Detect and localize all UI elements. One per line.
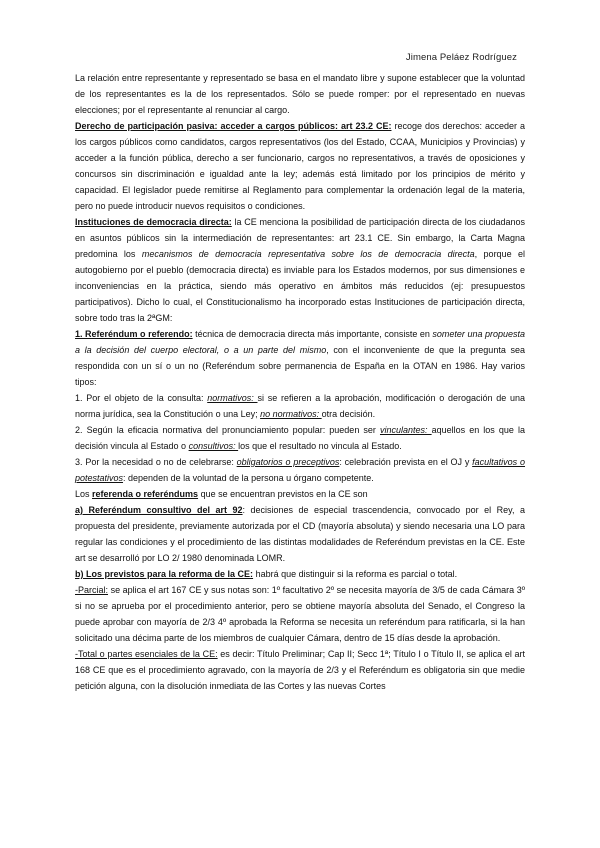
lista-paragraph: [75, 486, 525, 502]
tipo-objeto-end: otra decisión.: [321, 409, 376, 419]
consultivo-paragraph: [75, 502, 525, 566]
referendum-text-2: , con el inconveniente de que la pregunta sea respondida con un sí o un no (Referéndum sobre permanencia de España en la OTAN en 1986. Hay varios tipos:: [75, 345, 525, 387]
lista-end: que se encuentran previstos en la CE son: [198, 489, 368, 499]
referendum-heading: 1. Referéndum o referendo:: [75, 329, 193, 339]
reforma-text: habrá que distinguir si la reforma es parcial o total.: [253, 569, 458, 579]
pasiva-paragraph: [75, 118, 525, 214]
tipo-objeto-text: si se refieren a la aprobación, modificación o derogación de una norma jurídica, sea la Constitución o una Ley;: [75, 393, 525, 419]
reforma-paragraph: [75, 566, 525, 582]
tipo-obligatorios: obligatorios o preceptivos: [236, 457, 340, 467]
tipo-eficacia: [75, 422, 525, 454]
lista-bold: referenda o referéndums: [92, 489, 199, 499]
tipo-objeto-intro: 1. Por el objeto de la consulta:: [75, 393, 208, 403]
total-paragraph: [75, 646, 525, 694]
directa-italic: mecanismos de democracia representativa sobre los de democracia directa: [141, 249, 475, 259]
document-body: [75, 70, 525, 694]
pasiva-heading: Derecho de participación pasiva: acceder a cargos públicos: art 23.2 CE:: [75, 121, 392, 131]
tipo-normativos: normativos:: [207, 393, 258, 403]
tipo-facultativos: facultativos o potestativos: [75, 457, 526, 483]
intro-paragraph: La relación entre representante y representado se basa en el mandato libre y supone establecer que la voluntad de los representantes es la de los representados. Sólo se puede romper: por el representado en nuevas elecciones; por el representante al renunciar al cargo.: [75, 73, 525, 115]
tipo-objeto: [75, 390, 525, 422]
tipo-vinculantes: vinculantes:: [379, 425, 432, 435]
directa-text-1: la CE menciona la posibilidad de participación directa de los ciudadanos en asuntos públicos sin la intermediación de representantes: art 23.1 CE. Sin embargo, la Carta Magna predomina los: [75, 217, 525, 259]
parcial-label: -Parcial:: [75, 585, 109, 595]
tipo-eficacia-text: aquellos en los que la decisión vincula al Estado o: [75, 425, 525, 451]
referendum-italic: someter una propuesta a la decisión del cuerpo electoral, o a un parte del mismo: [75, 329, 526, 355]
referendum-text-1: técnica de democracia directa más importante, consiste en: [192, 329, 433, 339]
consultivo-text: : decisiones de especial trascendencia, convocado por el Rey, a propuesta del presidente, previamente autorizada por el CD (mayoría absoluta) y siendo necesaria una LO para regular las condiciones y el procedimiento de las distintas modalidades de Referéndum previstas en la CE. Este art se desarrolló por LO 2/ 1980 denominada LOMR.: [75, 505, 525, 563]
pasiva-text: recoge dos derechos: acceder a los cargos públicos como candidatos, cargos representativos (los del Estado, CCAA, Municipios y Provincias) y acceder a la función pública, derecho a ser funcionario, cargos no representativos, a través de oposiciones y concursos sin discriminación e igualdad ante la ley; además está limitado por los principios de mérito y capacidad. El legislador puede remitirse al Reglamento para complementar la ordenación legal de la materia, pero no puede introducir nuevos requisitos o condiciones.: [75, 121, 525, 211]
tipo-necesidad-intro: 3. Por la necesidad o no de celebrarse:: [75, 457, 237, 467]
tipo-no-normativos: no normativos:: [260, 409, 322, 419]
parcial-paragraph: [75, 582, 525, 646]
total-text: es decir: Título Preliminar; Cap II; Secc 1ª; Título I o Título II, se aplica el art 168 CE que es el procedimiento agravado, con la mayoría de 2/3 y el Referéndum es obligatoria sin que medie petición alguna, con la disolución inmediata de las Cortes y las nuevas Cortes: [75, 649, 525, 691]
referendum-paragraph: [75, 326, 525, 390]
tipo-consultivos: consultivos:: [188, 441, 239, 451]
author-name: Jimena Peláez Rodríguez: [405, 52, 517, 63]
tipo-eficacia-intro: 2. Según la eficacia normativa del pronunciamiento popular: pueden ser: [75, 425, 380, 435]
directa-heading: Instituciones de democracia directa:: [75, 217, 232, 227]
parcial-text: se aplica el art 167 CE y sus notas son: 1º facultativo 2º se necesita mayoría de 3/5 de cada Cámara 3º si no se aprueba por el procedimiento anterior, pero se obtiene mayoría absoluta del Senado, el Congreso la puede aprobar con mayoría de 2/3 4º aprobada la Reforma se necesita un referéndum para ratificarla, si la han solicitado una décima parte de los miembros de cualquier Cámara, dentro de 15 días desde la aprobación.: [75, 585, 525, 643]
consultivo-heading: a) Referéndum consultivo del art 92: [75, 505, 243, 515]
reforma-heading: b) Los previstos para la reforma de la CE:: [75, 569, 254, 579]
tipo-necesidad: [75, 454, 525, 486]
tipo-necesidad-end: : dependen de la voluntad de la persona u órgano competente.: [123, 473, 374, 483]
directa-paragraph: [75, 214, 525, 326]
tipo-eficacia-end: los que el resultado no vincula al Estado.: [238, 441, 402, 451]
total-label: -Total o partes esenciales de la CE:: [75, 649, 218, 659]
lista-intro: Los: [75, 489, 93, 499]
directa-text-2: , porque el autogobierno por el pueblo (democracia directa) es inviable para los Estados modernos, por sus dimensiones e inconveniencias en la práctica, siendo más operativo en ámbitos más reducidos (ej: presupuestos participativos). Dicho lo cual, el Constitucionalismo ha incorporado estas Instituciones de participación directa, sobre todo tras la 2ªGM:: [75, 249, 525, 323]
tipo-necesidad-text: : celebración prevista en el OJ y: [339, 457, 473, 467]
